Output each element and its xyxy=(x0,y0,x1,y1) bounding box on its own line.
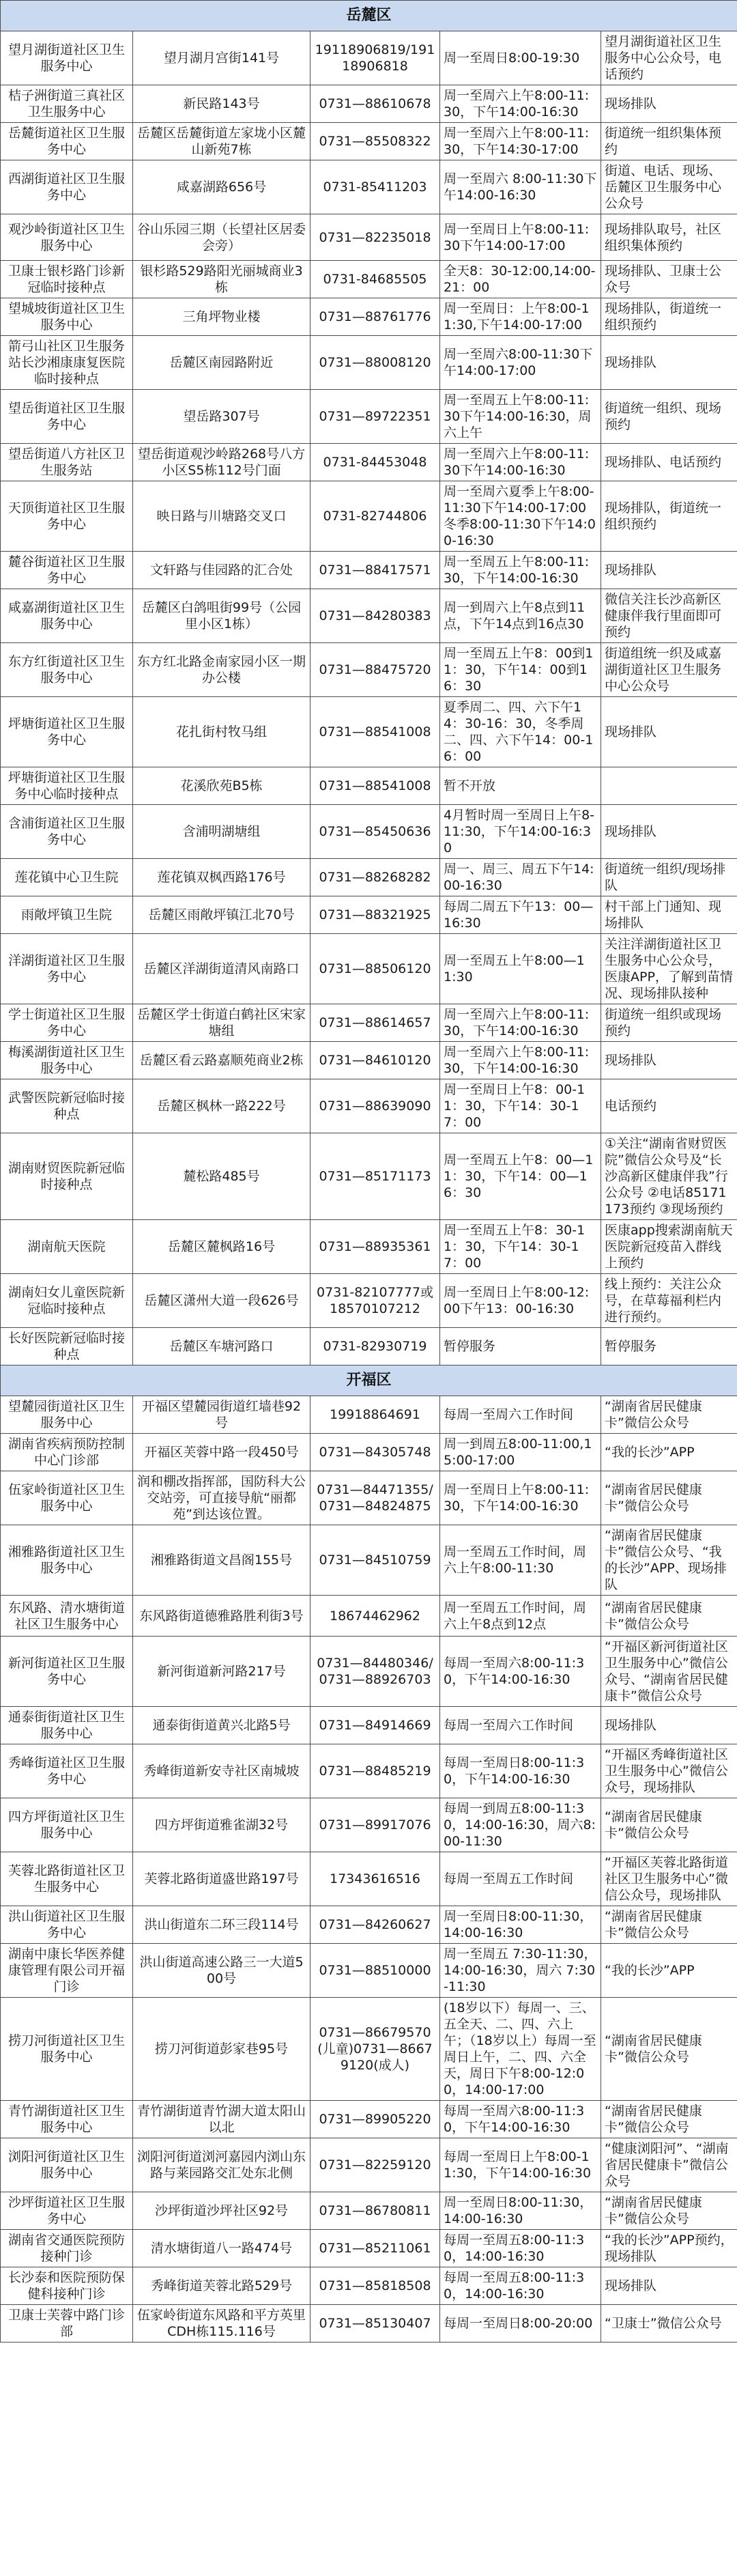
address-cell: 咸嘉湖路656号 xyxy=(133,160,310,214)
site-name-cell: 长好医院新冠临时接种点 xyxy=(1,1328,133,1365)
table-row xyxy=(1,1637,737,1707)
address-cell: 秀峰街道芙蓉北路529号 xyxy=(133,2267,310,2305)
table-row xyxy=(1,1852,737,1906)
address-cell: 洪山街道高速公路三一大道500号 xyxy=(133,1944,310,1998)
phone-cell: 0731—85211061 xyxy=(310,2230,440,2267)
site-name-cell: 学士街道社区卫生服务中心 xyxy=(1,1004,133,1042)
phone-cell: 0731—84305748 xyxy=(310,1434,440,1471)
address-cell: 润和棚改指挥部，国防科大公交站旁，可直接导航“丽都苑”到达该位置。 xyxy=(133,1471,310,1525)
table-row xyxy=(1,1434,737,1471)
table-row xyxy=(1,2101,737,2138)
site-name-cell: 湖南省交通医院预防接种门诊 xyxy=(1,2230,133,2267)
site-name-cell: 浏阳河街道社区卫生服务中心 xyxy=(1,2138,133,2192)
hours-cell: 周一至周日上午8：00-11：30，下午14：30-17：00 xyxy=(440,1079,601,1133)
hours-cell: 4月暂时周一至周日上午8-11:30，下午14:00-16:30 xyxy=(440,805,601,859)
phone-cell: 0731—88268282 xyxy=(310,859,440,896)
phone-cell: 0731—88475720 xyxy=(310,643,440,697)
appointment-cell: 现场排队 xyxy=(601,2267,737,2305)
hours-cell: 每周一到周五8:00-11:30，14:00-16:30，周六8:00-11:30 xyxy=(440,1798,601,1852)
appointment-cell: 街道统一组织或现场预约 xyxy=(601,1004,737,1042)
phone-cell: 0731—88639090 xyxy=(310,1079,440,1133)
phone-cell: 0731—88935361 xyxy=(310,1220,440,1274)
site-name-cell: 通泰街街道社区卫生服务中心 xyxy=(1,1707,133,1744)
site-name-cell: 沙坪街道社区卫生服务中心 xyxy=(1,2192,133,2230)
address-cell: 望岳路307号 xyxy=(133,390,310,444)
table-row xyxy=(1,805,737,859)
address-cell: 捞刀河街道彭家巷95号 xyxy=(133,1998,310,2101)
table-row xyxy=(1,123,737,160)
phone-cell: 0731—82235018 xyxy=(310,214,440,261)
site-name-cell: 捞刀河街道社区卫生服务中心 xyxy=(1,1998,133,2101)
address-cell: 花溪欣苑B5栋 xyxy=(133,767,310,805)
table-row xyxy=(1,1744,737,1798)
site-name-cell: 湖南中康长华医养健康管理有限公司开福门诊 xyxy=(1,1944,133,1998)
hours-cell: 暂停服务 xyxy=(440,1328,601,1365)
address-cell: 映日路与川塘路交叉口 xyxy=(133,481,310,552)
appointment-cell: 医康app搜索湖南航天医院新冠疫苗入群线上预约 xyxy=(601,1220,737,1274)
address-cell: 洪山街道东二环三段114号 xyxy=(133,1906,310,1944)
hours-cell: 周一至周五上午8：30-11：30，下午14：30-17：00 xyxy=(440,1220,601,1274)
phone-cell: 0731—84471355/0731—84824875 xyxy=(310,1471,440,1525)
table-row xyxy=(1,214,737,261)
site-name-cell: 秀峰街道社区卫生服务中心 xyxy=(1,1744,133,1798)
phone-cell: 17343616516 xyxy=(310,1852,440,1906)
phone-cell: 0731—88008120 xyxy=(310,336,440,390)
table-row xyxy=(1,1328,737,1365)
site-name-cell: 芙蓉北路街道社区卫生服务中心 xyxy=(1,1852,133,1906)
table-row xyxy=(1,1396,737,1434)
site-name-cell: 天顶街道社区卫生服务中心 xyxy=(1,481,133,552)
address-cell: 新民路143号 xyxy=(133,85,310,123)
hours-cell: 周一至周六上午8:00-11:30，下午14:30-17:00 xyxy=(440,123,601,160)
table-row xyxy=(1,859,737,896)
hours-cell: 周一至周五 7:30-11:30，14:00-16:30，周六 7:30-11:30 xyxy=(440,1944,601,1998)
phone-cell: 0731—86679570(儿童)0731—86679120(成人) xyxy=(310,1998,440,2101)
site-name-cell: 坪塘街道社区卫生服务中心临时接种点 xyxy=(1,767,133,805)
table-row xyxy=(1,1079,737,1133)
address-cell: 清水塘街道八一路474号 xyxy=(133,2230,310,2267)
phone-cell: 0731—88614657 xyxy=(310,1004,440,1042)
appointment-cell: 街道组统一织及咸嘉湖街道社区卫生服务中心公众号 xyxy=(601,643,737,697)
phone-cell: 0731—84260627 xyxy=(310,1906,440,1944)
table-row xyxy=(1,481,737,552)
address-cell: 岳麓区学士街道白鹤社区宋家塘组 xyxy=(133,1004,310,1042)
table-row xyxy=(1,1004,737,1042)
address-cell: 开福区芙蓉中路一段450号 xyxy=(133,1434,310,1471)
hours-cell: 暂不开放 xyxy=(440,767,601,805)
hours-cell: 周一至周日8:00-11:30，14:00-16:30 xyxy=(440,1906,601,1944)
hours-cell: 周一至周日8:00-19:30 xyxy=(440,31,601,85)
table-row xyxy=(1,552,737,589)
appointment-cell: 现场排队 xyxy=(601,697,737,767)
hours-cell: 周一至周六上午8:00-11:30下午14:00-16:30 xyxy=(440,444,601,481)
appointment-cell: “我的长沙”APP xyxy=(601,1434,737,1471)
phone-cell: 0731—88321925 xyxy=(310,896,440,934)
table-row xyxy=(1,2230,737,2267)
phone-cell: 0731—89917076 xyxy=(310,1798,440,1852)
appointment-cell: 街道统一组织/现场排队 xyxy=(601,859,737,896)
table-row xyxy=(1,261,737,298)
phone-cell: 0731-84453048 xyxy=(310,444,440,481)
appointment-cell: 线上预约：关注公众号，在草莓福利栏内进行预约。 xyxy=(601,1274,737,1328)
phone-cell: 0731-82744806 xyxy=(310,481,440,552)
appointment-cell: “湖南省居民健康卡”微信公众号 xyxy=(601,1596,737,1637)
hours-cell: (18岁以下）每周一、三、五全天、二、四、六上午；（18岁以上）每周一至周日上午，二、四、六全天，周日下午8:00-12:00，14:00-17:00 xyxy=(440,1998,601,2101)
hours-cell: 周一至周六 8:00-11:30下午14:00-16:30 xyxy=(440,160,601,214)
hours-cell: 周一至周五上午8:00-11:30下午14:00-16:30，周六上午 xyxy=(440,390,601,444)
address-cell: 岳麓区南园路附近 xyxy=(133,336,310,390)
section-title: 岳麓区 xyxy=(1,1,737,31)
phone-cell: 19118906819/19118906818 xyxy=(310,31,440,85)
appointment-cell: “湖南省居民健康卡”微信公众号 xyxy=(601,1906,737,1944)
site-name-cell: 坪塘街道社区卫生服务中心 xyxy=(1,697,133,767)
table-row xyxy=(1,1220,737,1274)
hours-cell: 周一至周日8:00-11:30，14:00-16:30 xyxy=(440,2192,601,2230)
site-name-cell: 望月湖街道社区卫生服务中心 xyxy=(1,31,133,85)
appointment-cell: 现场排队 xyxy=(601,552,737,589)
hours-cell: 周一到周五8:00-11:00,15:00-17:00 xyxy=(440,1434,601,1471)
appointment-cell: “我的长沙”APP预约，现场排队 xyxy=(601,2230,737,2267)
appointment-cell: 街道、电话、现场、岳麓区卫生服务中心公众号 xyxy=(601,160,737,214)
table-row xyxy=(1,2192,737,2230)
site-name-cell: 箭弓山社区卫生服务站长沙湘康康复医院临时接种点 xyxy=(1,336,133,390)
address-cell: 开福区望麓园街道红墙巷92号 xyxy=(133,1396,310,1434)
table-row xyxy=(1,1525,737,1596)
hours-cell: 周一至周日上午8:00-12:00下午13：00-16:30 xyxy=(440,1274,601,1328)
site-name-cell: 洋湖街道社区卫生服务中心 xyxy=(1,934,133,1004)
phone-cell: 0731—84914669 xyxy=(310,1707,440,1744)
table-row xyxy=(1,390,737,444)
site-name-cell: 青竹湖街道社区卫生服务中心 xyxy=(1,2101,133,2138)
appointment-cell: 望月湖街道社区卫生服务中心公众号，电话预约 xyxy=(601,31,737,85)
site-name-cell: 咸嘉湖街道社区卫生服务中心 xyxy=(1,589,133,643)
address-cell: 望月湖月宫街141号 xyxy=(133,31,310,85)
site-name-cell: 麓谷街道社区卫生服务中心 xyxy=(1,552,133,589)
appointment-cell: 街道统一组织集体预约 xyxy=(601,123,737,160)
table-row xyxy=(1,2305,737,2343)
phone-cell: 0731—84280383 xyxy=(310,589,440,643)
table-row xyxy=(1,1906,737,1944)
table-row xyxy=(1,1798,737,1852)
hours-cell: 夏季周二、四、六下午14：30-16：30，冬季周二、四、六下午14：00-16：00 xyxy=(440,697,601,767)
address-cell: 望岳街道观沙岭路268号八方小区S5栋112号门面 xyxy=(133,444,310,481)
hours-cell: 每周一至周日8:00-20:00 xyxy=(440,2305,601,2343)
appointment-cell: “我的长沙”APP xyxy=(601,1944,737,1998)
appointment-cell: 现场排队 xyxy=(601,336,737,390)
hours-cell: 每周二周五下午13：00—16:30 xyxy=(440,896,601,934)
hours-cell: 每周一至周五8:00-11:30，14:00-16:30 xyxy=(440,2230,601,2267)
phone-cell: 0731-82107777或18570107212 xyxy=(310,1274,440,1328)
appointment-cell: 电话预约 xyxy=(601,1079,737,1133)
site-name-cell: 卫康士银杉路门诊新冠临时接种点 xyxy=(1,261,133,298)
address-cell: 东风路街道德雅路胜利街3号 xyxy=(133,1596,310,1637)
table-row xyxy=(1,1042,737,1079)
address-cell: 四方坪街道雅雀湖32号 xyxy=(133,1798,310,1852)
phone-cell: 0731—88485219 xyxy=(310,1744,440,1798)
appointment-cell: “开福区新河街道社区卫生服务中心”微信公众号、“湖南省居民健康卡”微信公众号 xyxy=(601,1637,737,1707)
site-name-cell: 望城坡街道社区卫生服务中心 xyxy=(1,298,133,336)
appointment-cell: “湖南省居民健康卡”微信公众号 xyxy=(601,1798,737,1852)
site-name-cell: 雨敞坪镇卫生院 xyxy=(1,896,133,934)
appointment-cell: 现场排队、卫康士公众号 xyxy=(601,261,737,298)
address-cell: 东方红北路金南家园小区一期办公楼 xyxy=(133,643,310,697)
table-row xyxy=(1,2267,737,2305)
site-name-cell: 望岳街道社区卫生服务中心 xyxy=(1,390,133,444)
site-name-cell: 新河街道社区卫生服务中心 xyxy=(1,1637,133,1707)
hours-cell: 周一至周五工作时间，周六上午8:00-11:30 xyxy=(440,1525,601,1596)
table-row xyxy=(1,1133,737,1220)
table-row xyxy=(1,934,737,1004)
phone-cell: 0731—84610120 xyxy=(310,1042,440,1079)
hours-cell: 周一、周三、周五下午14:00-16:30 xyxy=(440,859,601,896)
appointment-cell: 关注洋湖街道社区卫生服务中心公众号，医康APP，了解到苗情况、现场排队接种 xyxy=(601,934,737,1004)
table-row xyxy=(1,160,737,214)
phone-cell: 0731—88761776 xyxy=(310,298,440,336)
hours-cell: 每周一至周六8:00-11:30，下午14:00-16:30 xyxy=(440,2101,601,2138)
table-row xyxy=(1,697,737,767)
site-name-cell: 西湖街道社区卫生服务中心 xyxy=(1,160,133,214)
appointment-cell: ①关注“湖南省财贸医院”微信公众号及“长沙高新区健康伴我”行公众号 ②电话85171173预约 ③现场预约 xyxy=(601,1133,737,1220)
site-name-cell: 湖南省疾病预防控制中心门诊部 xyxy=(1,1434,133,1471)
appointment-cell: “湖南省居民健康卡”微信公众号 xyxy=(601,1471,737,1525)
address-cell: 岳麓区麓枫路16号 xyxy=(133,1220,310,1274)
appointment-cell: “湖南省居民健康卡”微信公众号 xyxy=(601,2101,737,2138)
phone-cell: 0731—85508322 xyxy=(310,123,440,160)
site-name-cell: 伍家岭街道社区卫生服务中心 xyxy=(1,1471,133,1525)
appointment-cell: 现场排队取号，社区组织集体预约 xyxy=(601,214,737,261)
address-cell: 芙蓉北路街道盛世路197号 xyxy=(133,1852,310,1906)
phone-cell: 0731—88510000 xyxy=(310,1944,440,1998)
table-row xyxy=(1,1944,737,1998)
appointment-cell xyxy=(601,767,737,805)
appointment-cell: “湖南省居民健康卡”微信公众号 xyxy=(601,1998,737,2101)
table-row xyxy=(1,444,737,481)
phone-cell: 19918864691 xyxy=(310,1396,440,1434)
hours-cell: 周一至周五上午8：00到11：30，下午14：00到16：30 xyxy=(440,643,601,697)
appointment-cell: 现场排队 xyxy=(601,1707,737,1744)
phone-cell: 0731—88506120 xyxy=(310,934,440,1004)
appointment-cell: “开福区秀峰街道社区卫生服务中心”微信公众号，现场排队 xyxy=(601,1744,737,1798)
phone-cell: 0731-84685505 xyxy=(310,261,440,298)
hours-cell: 周一到周六上午8点到11点，下午14点到16点30 xyxy=(440,589,601,643)
site-name-cell: 湖南财贸医院新冠临时接种点 xyxy=(1,1133,133,1220)
address-cell: 新河街道新河路217号 xyxy=(133,1637,310,1707)
address-cell: 麓松路485号 xyxy=(133,1133,310,1220)
address-cell: 湘雅路街道文昌阁155号 xyxy=(133,1525,310,1596)
appointment-cell: “健康浏阳河”、“湖南省居民健康卡”微信公众号 xyxy=(601,2138,737,2192)
table-row xyxy=(1,643,737,697)
site-name-cell: 湖南航天医院 xyxy=(1,1220,133,1274)
section-title: 开福区 xyxy=(1,1365,737,1396)
phone-cell: 0731—85130407 xyxy=(310,2305,440,2343)
appointment-cell: 现场排队 xyxy=(601,1042,737,1079)
site-name-cell: 长沙泰和医院预防保健科接种门诊 xyxy=(1,2267,133,2305)
address-cell: 银杉路529路阳光丽城商业3栋 xyxy=(133,261,310,298)
appointment-cell: “开福区芙蓉北路街道社区卫生服务中心”微信公众号，现场排队 xyxy=(601,1852,737,1906)
table-row xyxy=(1,1707,737,1744)
appointment-cell: 现场排队 xyxy=(601,85,737,123)
phone-cell: 0731—89722351 xyxy=(310,390,440,444)
address-cell: 伍家岭街道东风路和平方英里CDH栋115.116号 xyxy=(133,2305,310,2343)
site-name-cell: 梅溪湖街道社区卫生服务中心 xyxy=(1,1042,133,1079)
hours-cell: 周一至周六夏季上午8:00-11:30下午14:00-17:00冬季8:00-11:30下午14:00-16:30 xyxy=(440,481,601,552)
phone-cell: 0731—85171173 xyxy=(310,1133,440,1220)
site-name-cell: 湘雅路街道社区卫生服务中心 xyxy=(1,1525,133,1596)
table-row xyxy=(1,31,737,85)
address-cell: 岳麓区白鸽咀街99号（公园里小区1栋） xyxy=(133,589,310,643)
site-name-cell: 桔子洲街道三真社区卫生服务中心 xyxy=(1,85,133,123)
address-cell: 文轩路与佳园路的汇合处 xyxy=(133,552,310,589)
hours-cell: 周一至周日上午8:00-11:30，下午14:00-16:30 xyxy=(440,1471,601,1525)
hours-cell: 周一至周日：上午8:00-11:30,下午14:00-17:00 xyxy=(440,298,601,336)
phone-cell: 0731—88417571 xyxy=(310,552,440,589)
address-cell: 秀峰街道新安寺社区南城坡 xyxy=(133,1744,310,1798)
appointment-cell: “湖南省居民健康卡”微信公众号、“我的长沙”APP、现场排队 xyxy=(601,1525,737,1596)
table-row xyxy=(1,896,737,934)
site-name-cell: 岳麓街道社区卫生服务中心 xyxy=(1,123,133,160)
site-name-cell: 东风路、清水塘街道社区卫生服务中心 xyxy=(1,1596,133,1637)
table-row xyxy=(1,298,737,336)
phone-cell: 0731—88541008 xyxy=(310,767,440,805)
table-row xyxy=(1,589,737,643)
hours-cell: 周一至周五上午8:00—11:30 xyxy=(440,934,601,1004)
address-cell: 含浦明湖塘组 xyxy=(133,805,310,859)
hours-cell: 每周一至周日8:00-11:30，下午14:00-16:30 xyxy=(440,1744,601,1798)
section-header-row xyxy=(1,1365,737,1396)
site-name-cell: 望岳街道八方社区卫生服务站 xyxy=(1,444,133,481)
site-name-cell: 望麓园街道社区卫生服务中心 xyxy=(1,1396,133,1434)
address-cell: 浏阳河街道浏河嘉园内浏山东路与莱园路交汇处东北侧 xyxy=(133,2138,310,2192)
site-name-cell: 武警医院新冠临时接种点 xyxy=(1,1079,133,1133)
site-name-cell: 东方红街道社区卫生服务中心 xyxy=(1,643,133,697)
site-name-cell: 湖南妇女儿童医院新冠临时接种点 xyxy=(1,1274,133,1328)
address-cell: 岳麓区雨敞坪镇江北70号 xyxy=(133,896,310,934)
appointment-cell: 现场排队，街道统一组织预约 xyxy=(601,481,737,552)
phone-cell: 0731—82259120 xyxy=(310,2138,440,2192)
phone-cell: 0731—89905220 xyxy=(310,2101,440,2138)
table-row xyxy=(1,1471,737,1525)
hours-cell: 每周一至周六工作时间 xyxy=(440,1396,601,1434)
table-row xyxy=(1,2138,737,2192)
appointment-cell: “湖南省居民健康卡”微信公众号 xyxy=(601,1396,737,1434)
phone-cell: 0731—84510759 xyxy=(310,1525,440,1596)
phone-cell: 18674462962 xyxy=(310,1596,440,1637)
site-name-cell: 洪山街道社区卫生服务中心 xyxy=(1,1906,133,1944)
hours-cell: 全天8：30-12:00,14:00-21：00 xyxy=(440,261,601,298)
address-cell: 岳麓区潇州大道一段626号 xyxy=(133,1274,310,1328)
address-cell: 花扎街村牧马组 xyxy=(133,697,310,767)
hours-cell: 每周一至周六工作时间 xyxy=(440,1707,601,1744)
appointment-cell: 现场排队，街道统一组织预约 xyxy=(601,298,737,336)
phone-cell: 0731—84480346/0731—88926703 xyxy=(310,1637,440,1707)
table-row xyxy=(1,336,737,390)
hours-cell: 每周一至周日上午8:00-11:30，下午14:00-16:30 xyxy=(440,2138,601,2192)
appointment-cell: “湖南省居民健康卡”微信公众号 xyxy=(601,2192,737,2230)
phone-cell: 0731—85818508 xyxy=(310,2267,440,2305)
site-name-cell: 观沙岭街道社区卫生服务中心 xyxy=(1,214,133,261)
address-cell: 岳麓区看云路嘉顺苑商业2栋 xyxy=(133,1042,310,1079)
phone-cell: 0731—88541008 xyxy=(310,697,440,767)
address-cell: 莲花镇双枫西路176号 xyxy=(133,859,310,896)
site-name-cell: 莲花镇中心卫生院 xyxy=(1,859,133,896)
hours-cell: 周一至周五上午8：00—11：30，下午14：00—16：30 xyxy=(440,1133,601,1220)
hours-cell: 每周一至周六8:00-11:30，下午14:00-16:30 xyxy=(440,1637,601,1707)
appointment-cell: 微信关注长沙高新区健康伴我行里面即可预约 xyxy=(601,589,737,643)
section-header-row xyxy=(1,1,737,31)
phone-cell: 0731—88610678 xyxy=(310,85,440,123)
address-cell: 通泰街街道黄兴北路5号 xyxy=(133,1707,310,1744)
phone-cell: 0731—86780811 xyxy=(310,2192,440,2230)
address-cell: 三角坪物业楼 xyxy=(133,298,310,336)
hours-cell: 周一至周日上午8:00-11:30下午14:00-17:00 xyxy=(440,214,601,261)
appointment-cell: 现场排队 xyxy=(601,805,737,859)
phone-cell: 0731—85450636 xyxy=(310,805,440,859)
hours-cell: 周一至周六上午8:00-11:30，下午14:00-16:30 xyxy=(440,1004,601,1042)
appointment-cell: 街道统一组织、现场预约 xyxy=(601,390,737,444)
table-row xyxy=(1,1596,737,1637)
table-row xyxy=(1,1998,737,2101)
site-name-cell: 四方坪街道社区卫生服务中心 xyxy=(1,1798,133,1852)
table-row xyxy=(1,1274,737,1328)
site-name-cell: 含浦街道社区卫生服务中心 xyxy=(1,805,133,859)
appointment-cell: 村干部上门通知、现场排队 xyxy=(601,896,737,934)
hours-cell: 周一至周五上午8:00-11:30，下午14:00-16:30 xyxy=(440,552,601,589)
address-cell: 岳麓区车塘河路口 xyxy=(133,1328,310,1365)
hours-cell: 周一至周六8:00-11:30下午14:00-17:00 xyxy=(440,336,601,390)
site-name-cell: 卫康士芙蓉中路门诊部 xyxy=(1,2305,133,2343)
address-cell: 青竹湖街道青竹湖大道太阳山以北 xyxy=(133,2101,310,2138)
address-cell: 沙坪街道沙坪社区92号 xyxy=(133,2192,310,2230)
appointment-cell: 现场排队、电话预约 xyxy=(601,444,737,481)
address-cell: 谷山乐园三期（长望社区居委会旁） xyxy=(133,214,310,261)
table-row xyxy=(1,85,737,123)
table-row xyxy=(1,767,737,805)
address-cell: 岳麓区枫林一路222号 xyxy=(133,1079,310,1133)
address-cell: 岳麓区洋湖街道清风南路口 xyxy=(133,934,310,1004)
phone-cell: 0731-85411203 xyxy=(310,160,440,214)
address-cell: 岳麓区岳麓街道左家垅小区麓山新苑7栋 xyxy=(133,123,310,160)
hours-cell: 每周一至周五工作时间 xyxy=(440,1852,601,1906)
hours-cell: 周一至周六上午8:00-11:30，下午14:00-16:30 xyxy=(440,1042,601,1079)
table-body xyxy=(1,1,737,2343)
hours-cell: 每周一至周五8:00-11:30，14:00-16:30 xyxy=(440,2267,601,2305)
appointment-cell: “卫康士”微信公众号 xyxy=(601,2305,737,2343)
appointment-cell: 暂停服务 xyxy=(601,1328,737,1365)
phone-cell: 0731-82930719 xyxy=(310,1328,440,1365)
hours-cell: 周一至周六上午8:00-11:30，下午14:00-16:30 xyxy=(440,85,601,123)
hours-cell: 周一至周五工作时间，周六上午8点到12点 xyxy=(440,1596,601,1637)
